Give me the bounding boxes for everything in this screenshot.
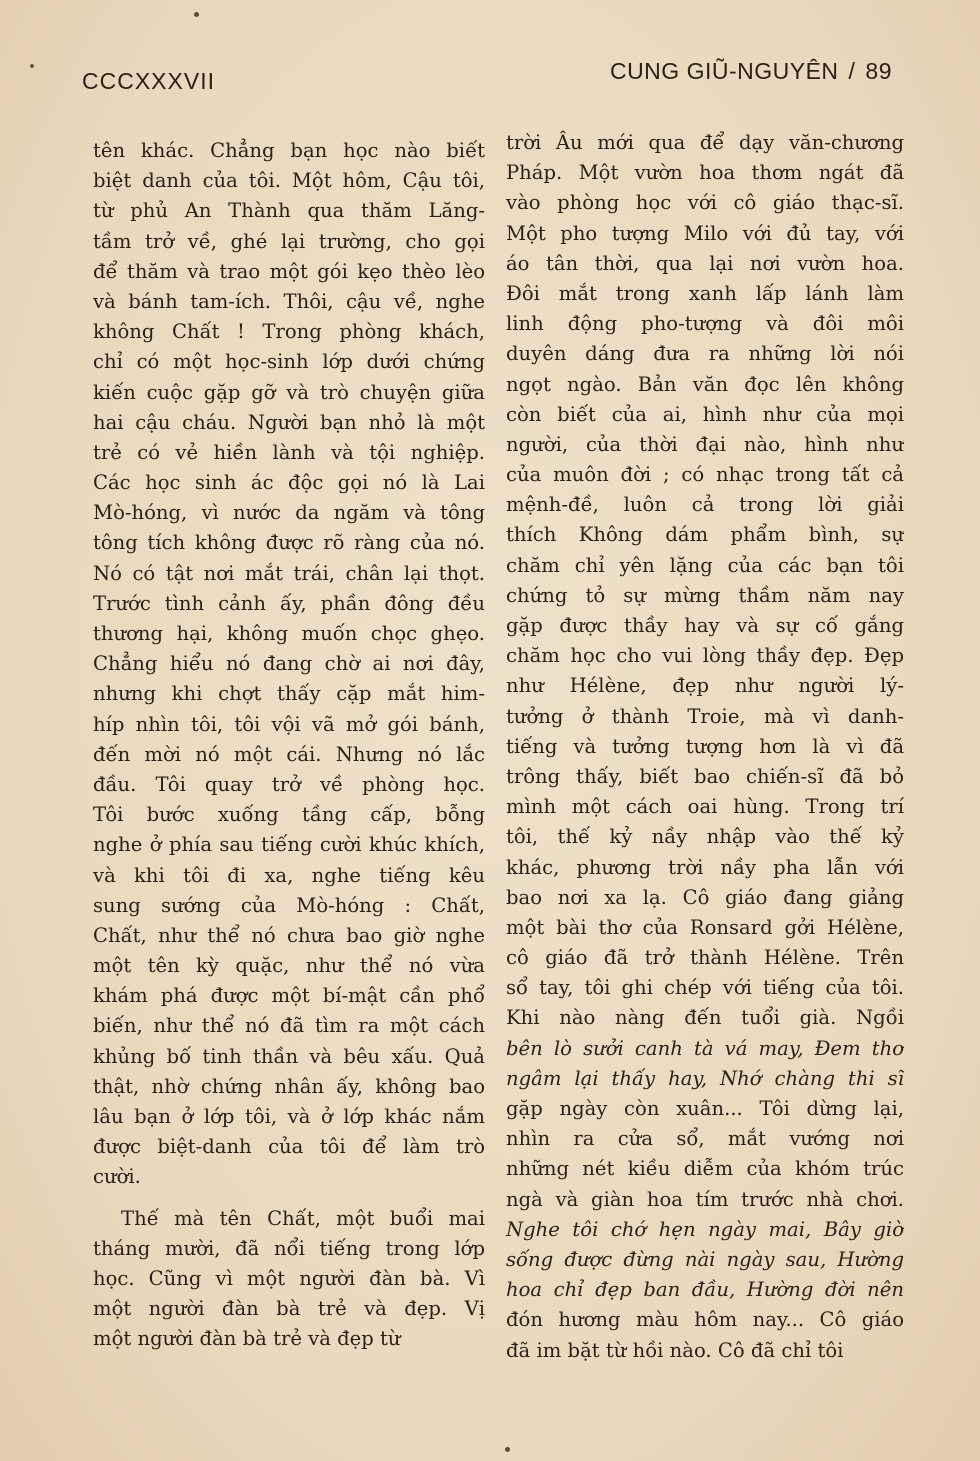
- text-line: khác, phương trời nầy pha lẫn với: [506, 855, 904, 879]
- header-separator: /: [848, 58, 856, 84]
- text-line: sống được đừng nài ngày sau, Hường: [506, 1247, 904, 1271]
- text-line: nhìn ra cửa sổ, mắt vướng nơi: [506, 1127, 904, 1151]
- text-line: duyên dáng đưa ra những lời nói: [506, 342, 904, 366]
- text-line: một tên kỳ quặc, như thể nó vừa: [93, 954, 485, 978]
- text-line: để thăm và trao một gói kẹo thèo lèo: [93, 259, 485, 283]
- text-line: lâu bạn ở lớp tôi, và ở lớp khác nắm: [93, 1105, 485, 1128]
- text-line: khám phá được một bí-mật cần phổ: [93, 984, 485, 1008]
- text-line: áo tân thời, qua lại nơi vườn hoa.: [506, 251, 904, 275]
- text-line: nhưng khi chợt thấy cặp mắt him-: [93, 682, 485, 706]
- text-line: đầu. Tôi quay trở về phòng học.: [93, 772, 485, 796]
- text-line: Nó có tật nơi mắt trái, chân lại thọt.: [93, 561, 485, 585]
- text-line: tưởng ở thành Troie, mà vì danh-: [506, 704, 904, 728]
- text-line: chỉ có một học-sinh lớp dưới chứng: [93, 350, 485, 374]
- text-line: thật, nhờ chứng nhân ấy, không bao: [93, 1074, 485, 1098]
- text-line: Pháp. Một vườn hoa thơm ngát đã: [506, 161, 904, 185]
- text-line: đã im bặt từ hồi nào. Cô đã chỉ tôi: [506, 1338, 844, 1362]
- text-line: vào phòng học với cô giáo thạc-sĩ.: [506, 191, 904, 215]
- text-line: một bài thơ của Ronsard gởi Hélène,: [506, 915, 904, 939]
- chapter-number: CCCXXXVII: [82, 68, 215, 94]
- text-line: biệt danh của tôi. Một hôm, Cậu tôi,: [93, 169, 485, 193]
- text-line: tông tích không được rõ ràng của nó.: [93, 531, 485, 555]
- text-line: Chẳng hiểu nó đang chờ ai nơi đây,: [93, 652, 485, 676]
- text-line: cô giáo đã trở thành Hélène. Trên: [506, 946, 904, 970]
- text-line: hai cậu cháu. Người bạn nhỏ là một: [93, 410, 485, 434]
- text-line: sổ tay, tôi ghi chép với tiếng của tôi.: [506, 976, 904, 1000]
- text-line: đón hương màu hôm nay... Cô giáo: [506, 1308, 904, 1332]
- text-line: kiến cuộc gặp gỡ và trò chuyện giữa: [93, 380, 485, 404]
- text-column-left: [93, 136, 485, 1355]
- text-line: linh động pho-tượng và đôi môi: [506, 312, 904, 336]
- text-line: từ phủ An Thành qua thăm Lăng-: [93, 199, 485, 223]
- page-speck: [505, 1447, 510, 1452]
- text-line: còn biết của ai, hình như của mọi: [506, 402, 904, 426]
- text-line: chăm chỉ yên lặng của các bạn tôi: [506, 553, 904, 577]
- text-line: thích Không dám phẩm bình, sự: [506, 523, 904, 547]
- text-line: Đôi mắt trong xanh lấp lánh làm: [506, 281, 904, 305]
- text-line: ngà và giàn hoa tím trước nhà chơi.: [506, 1187, 904, 1211]
- running-header-title: CUNG GIŨ-NGUYÊN: [609, 58, 839, 84]
- text-line: đến mời nó một cái. Nhưng nó lắc: [93, 742, 485, 766]
- text-line: một người đàn bà trẻ và đẹp từ: [93, 1327, 401, 1351]
- text-line: Trước tình cảnh ấy, phần đông đều: [93, 591, 485, 615]
- text-line: Một pho tượng Milo với đủ tay, với: [506, 221, 904, 245]
- text-line: học. Cũng vì một người đàn bà. Vì: [93, 1266, 485, 1290]
- text-line: Mò-hóng, vì nước da ngăm và tông: [93, 501, 485, 525]
- text-line: trông thấy, biết bao chiến-sĩ đã bỏ: [506, 764, 904, 788]
- text-line: ngọt ngào. Bản văn đọc lên không: [506, 372, 904, 396]
- text-line: chăm học cho vui lòng thầy đẹp. Đẹp: [506, 644, 904, 668]
- text-line: hoa chỉ đẹp ban đầu, Hường đời nên: [506, 1278, 904, 1302]
- text-line: Thế mà tên Chất, một buổi mai: [121, 1206, 485, 1230]
- text-line: Các học sinh ác độc gọi nó là Lai: [93, 471, 485, 495]
- text-line: cười.: [93, 1165, 141, 1189]
- text-line: Chất, như thể nó chưa bao giờ nghe: [93, 923, 485, 947]
- text-line: ngâm lại thấy hay, Nhớ chàng thi sĩ: [506, 1066, 904, 1090]
- text-line: một người đàn bà trẻ và đẹp. Vị: [93, 1297, 485, 1321]
- text-line: trẻ có vẻ hiền lành và tội nghiệp.: [93, 440, 485, 464]
- running-header: [610, 58, 892, 85]
- text-line: trời Âu mới qua để dạy văn-chương: [506, 131, 904, 154]
- page-number: 89: [865, 58, 892, 84]
- text-line: nghe ở phía sau tiếng cười khúc khích,: [93, 833, 485, 857]
- text-line: mệnh-đề, luôn cả trong lời giải: [506, 493, 904, 517]
- text-line: tôi, thế kỷ nầy nhập vào thế kỷ: [506, 825, 904, 849]
- text-line: sung sướng của Mò-hóng : Chất,: [93, 893, 485, 917]
- text-line: được biệt-danh của tôi để làm trò: [93, 1135, 485, 1159]
- page-speck: [194, 12, 199, 17]
- text-line: híp nhìn tôi, tôi vội vã mở gói bánh,: [93, 712, 485, 736]
- text-line: những nét kiều diễm của khóm trúc: [506, 1157, 904, 1181]
- text-line: Nghe tôi chớ hẹn ngày mai, Bây giờ: [506, 1217, 904, 1241]
- text-column-right: [506, 128, 904, 1366]
- text-line: gặp ngày còn xuân... Tôi dừng lại,: [506, 1097, 904, 1120]
- text-line: biến, như thể nó đã tìm ra một cách: [93, 1014, 485, 1038]
- text-line: tháng mười, đã nổi tiếng trong lớp: [93, 1236, 485, 1260]
- text-line: của muôn đời ; có nhạc trong tất cả: [506, 463, 904, 487]
- page-speck: [30, 64, 34, 68]
- text-line: gặp được thầy hay và sự cố gắng: [506, 614, 904, 637]
- text-line: bên lò sưởi canh tà vá may, Đem thơ: [506, 1036, 904, 1060]
- text-line: và khi tôi đi xa, nghe tiếng kêu: [93, 863, 485, 887]
- text-line: chứng tỏ sự mừng thầm năm nay: [506, 583, 904, 607]
- text-line: Khi nào nàng đến tuổi già. Ngồi: [506, 1006, 904, 1030]
- text-line: thương hại, không muốn chọc ghẹo.: [93, 622, 485, 645]
- text-line: không Chất ! Trong phòng khách,: [93, 320, 485, 344]
- text-line: khủng bố tinh thần và bêu xấu. Quả: [93, 1044, 485, 1068]
- text-line: tầm trở về, ghé lại trường, cho gọi: [93, 229, 485, 253]
- text-line: tên khác. Chẳng bạn học nào biết: [93, 139, 485, 162]
- text-line: bao nơi xa lạ. Cô giáo đang giảng: [506, 885, 904, 909]
- text-line: và bánh tam-ích. Thôi, cậu về, nghe: [93, 289, 485, 313]
- text-line: Tôi bước xuống tầng cấp, bỗng: [93, 803, 485, 827]
- text-line: tiếng và tưởng tượng hơn là vì đã: [506, 734, 904, 758]
- paragraph-gap: [93, 1193, 485, 1204]
- text-line: người, của thời đại nào, hình như: [506, 432, 904, 456]
- text-line: như Hélène, đẹp như người lý-: [506, 674, 904, 698]
- text-line: mình một cách oai hùng. Trong trí: [506, 795, 904, 819]
